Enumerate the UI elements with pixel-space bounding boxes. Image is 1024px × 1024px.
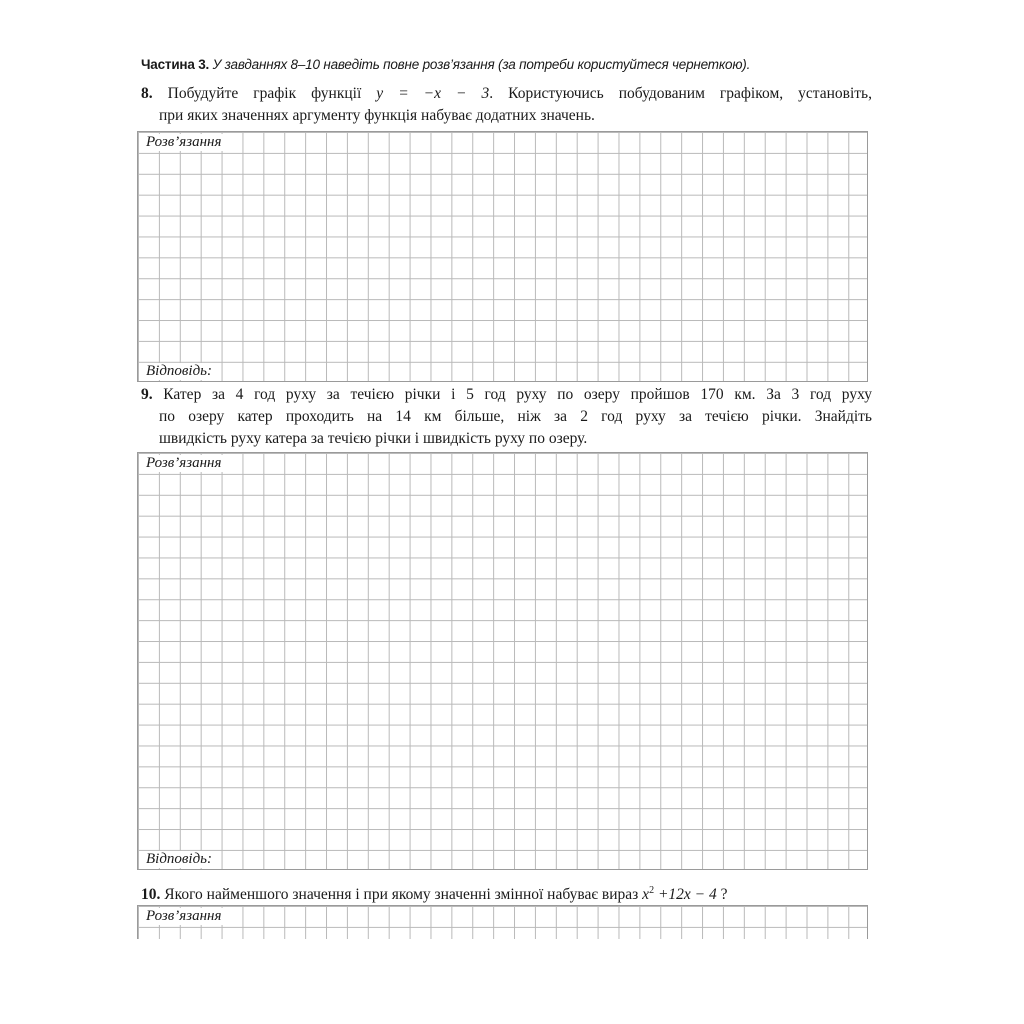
- task-8-text-before: Побудуйте графік функції: [167, 85, 362, 102]
- answer-label-8: Відповідь:: [146, 363, 213, 379]
- part-label: Частина 3.: [141, 57, 210, 72]
- part-instruction: У завданнях 8–10 наведіть повне розв’язання (за потреби користуйтеся чернеткою).: [212, 57, 751, 72]
- task-9-line-1: [141, 384, 872, 406]
- solution-grid-9[interactable]: [137, 452, 868, 870]
- part-header: [141, 57, 750, 72]
- task-9-line-1-text: Катер за 4 год руху за течією річки і 5 год руху по озеру пройшов 170 км. За 3 год руху: [163, 386, 872, 403]
- task-8-text-after: . Користуючись побудованим графіком, установіть,: [489, 85, 872, 102]
- task-9-line-3: швидкість руху катера за течією річки і швидкість руху по озеру.: [159, 430, 588, 447]
- solution-label-8: Розв’язання: [146, 134, 222, 150]
- task-8-line-1: [141, 83, 872, 105]
- solution-grid-10[interactable]: [137, 905, 868, 939]
- task-9-number: 9.: [141, 386, 153, 403]
- task-10-text-before: Якого найменшого значення і при якому значенні змінної набуває вираз: [164, 886, 639, 903]
- task-9-line-2: по озеру катер проходить на 14 км більше, ніж за 2 год руху за течією річки. Знайдіть: [159, 408, 872, 425]
- solution-label-9: Розв’язання: [146, 455, 222, 471]
- solution-grid-8[interactable]: [137, 131, 868, 382]
- task-10-number: 10.: [141, 886, 161, 903]
- answer-label-9: Відповідь:: [146, 851, 213, 867]
- task-10-line-1: [141, 880, 872, 906]
- task-10-formula-exp: 2: [649, 885, 655, 896]
- task-8: [141, 83, 872, 127]
- task-8-line-2: при яких значеннях аргументу функція набуває додатних значень.: [159, 107, 595, 124]
- solution-label-10: Розв’язання: [146, 908, 222, 924]
- task-10: [141, 880, 872, 906]
- task-10-text-after: ?: [716, 886, 728, 903]
- task-8-number: 8.: [141, 85, 153, 102]
- task-10-formula-rest: +12x − 4: [654, 886, 717, 903]
- task-9: [141, 384, 872, 450]
- task-10-formula-base: x: [642, 886, 650, 903]
- task-8-formula: y = −x − 3: [376, 85, 490, 102]
